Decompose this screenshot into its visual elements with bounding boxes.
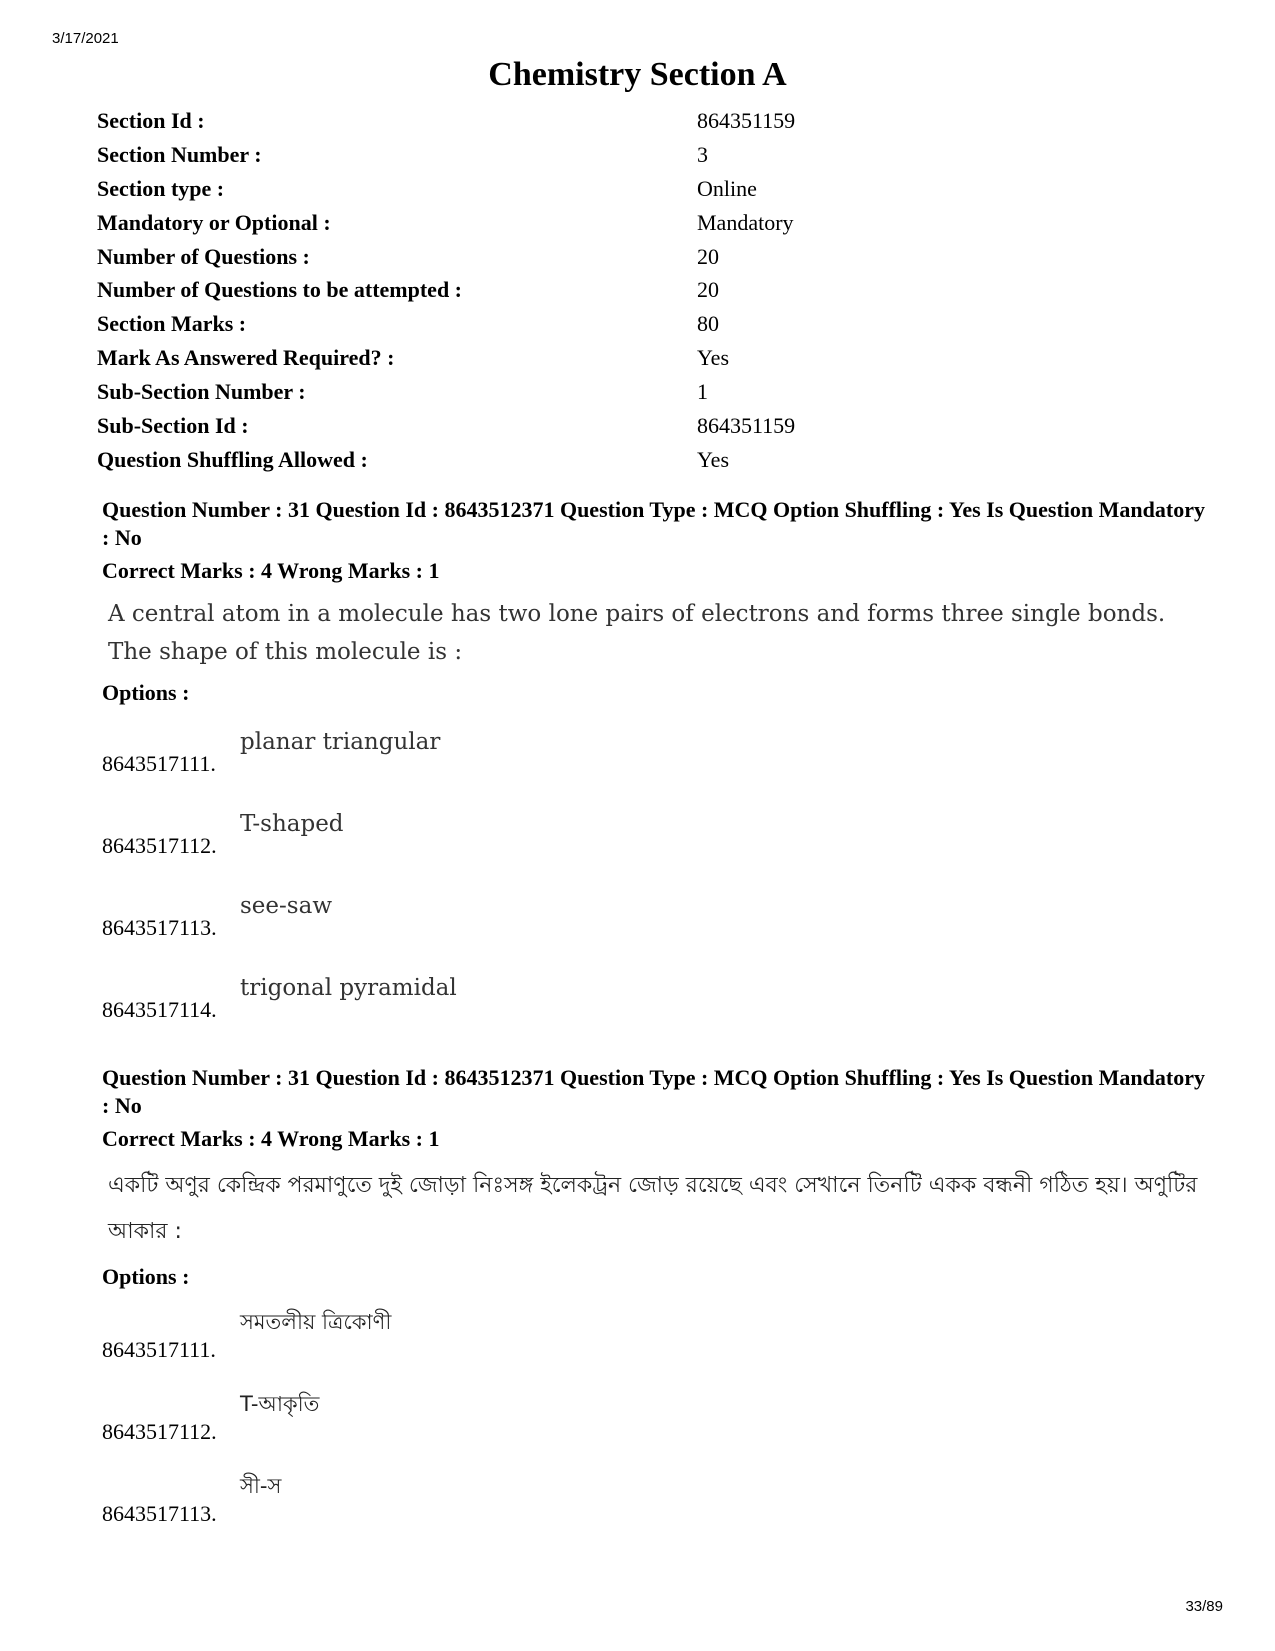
option-id: 8643517112. [102, 833, 217, 858]
info-label: Number of Questions : [97, 243, 310, 269]
print-date: 3/17/2021 [52, 30, 119, 47]
question-text: A central atom in a molecule has two lone pairs of electrons and forms three single bonds. The shape of this molecule is : [108, 601, 1166, 665]
option-text: T-shaped [240, 811, 344, 837]
option-item [102, 1363, 1212, 1445]
option-id: 8643517113. [102, 915, 217, 940]
info-value: 864351159 [697, 107, 796, 133]
info-label: Sub-Section Id : [97, 412, 249, 438]
info-row-num-questions [97, 240, 795, 274]
info-label: Question Shuffling Allowed : [97, 446, 368, 472]
info-value: 3 [697, 141, 708, 167]
option-id: 8643517113. [102, 1501, 217, 1526]
options-label: Options : [102, 1264, 190, 1289]
info-value: 1 [697, 379, 708, 405]
options-label: Options : [102, 680, 190, 705]
option-item [102, 707, 1212, 777]
info-label: Number of Questions to be attempted : [97, 277, 463, 303]
section-title: Chemistry Section A [488, 56, 787, 93]
section-info-table [97, 104, 795, 477]
question-header: Question Number : 31 Question Id : 8643512371 Question Type : MCQ Option Shuffling : Yes Is Question Mandatory : No [102, 497, 1205, 550]
info-row-section-marks [97, 307, 795, 341]
option-text: see-saw [240, 893, 332, 919]
info-value: Mandatory [697, 209, 794, 235]
option-item [102, 777, 1212, 859]
option-text: T-আকৃতি [240, 1392, 320, 1416]
question-header: Question Number : 31 Question Id : 8643512371 Question Type : MCQ Option Shuffling : Yes Is Question Mandatory : No [102, 1065, 1205, 1118]
info-row-section-type [97, 172, 795, 206]
option-text: trigonal pyramidal [240, 975, 457, 1001]
option-text: সমতলীয় ত্রিকোণী [240, 1310, 392, 1334]
option-text: সী-স [240, 1474, 282, 1498]
option-item [102, 941, 1212, 1023]
option-id: 8643517111. [102, 1337, 216, 1362]
info-label: Section Number : [97, 141, 262, 167]
option-id: 8643517112. [102, 1419, 217, 1444]
option-id: 8643517111. [102, 751, 216, 776]
info-label: Section Id : [97, 107, 205, 133]
info-row-section-number [97, 138, 795, 172]
page-number: 33/89 [1185, 1598, 1223, 1615]
option-text: planar triangular [240, 729, 441, 755]
info-label: Mandatory or Optional : [97, 209, 331, 235]
info-row-questions-attempted [97, 273, 795, 307]
question-text: একটি অণুর কেন্দ্রিক পরমাণুতে দুই জোড়া নিঃসঙ্গ ইলেকট্রন জোড় রয়েছে এবং সেখানে তিনটি একক বন্ধনী গঠিত হয়। অণুটির আকার : [108, 1173, 1198, 1244]
info-row-shuffling [97, 443, 795, 477]
info-row-mark-answered [97, 341, 795, 375]
info-label: Sub-Section Number : [97, 379, 306, 405]
question-block-english [102, 496, 1212, 1023]
info-value: 20 [697, 277, 719, 303]
info-value: Yes [697, 446, 730, 472]
info-value: 80 [697, 311, 719, 337]
info-row-mandatory [97, 206, 795, 240]
question-block-bengali [102, 1064, 1212, 1527]
info-label: Mark As Answered Required? : [97, 345, 395, 371]
question-marks: Correct Marks : 4 Wrong Marks : 1 [102, 1126, 440, 1151]
info-value: Yes [697, 345, 730, 371]
option-id: 8643517114. [102, 997, 217, 1022]
info-value: Online [697, 175, 757, 201]
info-label: Section Marks : [97, 311, 247, 337]
option-item [102, 859, 1212, 941]
info-row-section-id [97, 104, 795, 138]
question-marks: Correct Marks : 4 Wrong Marks : 1 [102, 558, 440, 583]
option-item [102, 1291, 1212, 1363]
info-value: 20 [697, 243, 719, 269]
info-value: 864351159 [697, 412, 796, 438]
info-row-subsection-id [97, 409, 795, 443]
option-item [102, 1445, 1212, 1527]
info-row-subsection-number [97, 375, 795, 409]
info-label: Section type : [97, 175, 225, 201]
